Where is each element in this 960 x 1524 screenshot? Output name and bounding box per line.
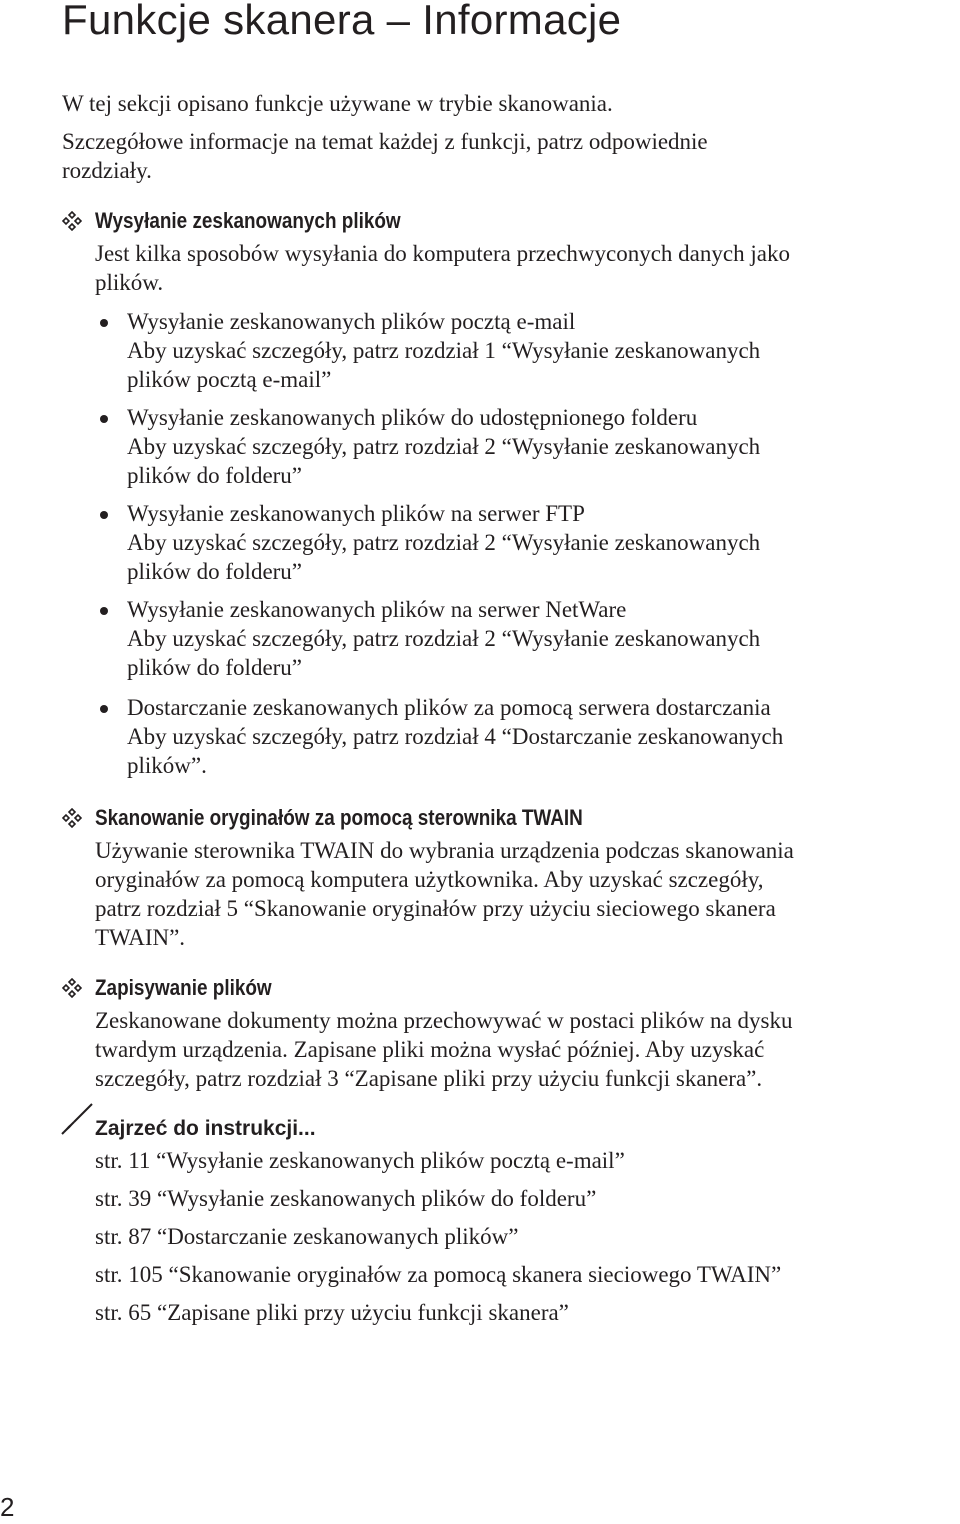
list-item-text: Aby uzyskać szczegóły, patrz rozdział 2 “Wysyłanie zeskanowanych [127,434,761,459]
reference-heading: Zajrzeć do instrukcji... [95,1117,316,1140]
list-item-text: plików pocztą e-mail” [127,367,332,392]
list-item-title: Wysyłanie zeskanowanych plików do udostępnionego folderu [127,405,698,430]
section-text-line: plików. [95,270,164,295]
list-item-text: Aby uzyskać szczegóły, patrz rozdział 2 “Wysyłanie zeskanowanych [127,626,761,651]
list-item-text: plików”. [127,753,207,778]
page-title: Funkcje skanera – Informacje [62,0,622,43]
section-text-line: szczegóły, patrz rozdział 3 “Zapisane pliki przy użyciu funkcji skanera”. [95,1066,763,1091]
page-number: 2 [0,1492,15,1522]
section-text-line: patrz rozdział 5 “Skanowanie oryginałów przy użyciu sieciowego skanera [95,896,776,921]
section-text-line: TWAIN”. [95,925,186,950]
bullet-icon [100,319,108,327]
bullet-icon [100,511,108,519]
section-text-line: twardym urządzenia. Zapisane pliki można wysłać później. Aby uzyskać [95,1037,765,1062]
section-text-line: oryginałów za pomocą komputera użytkownika. Aby uzyskać szczegóły, [95,867,764,892]
list-item-title: Wysyłanie zeskanowanych plików na serwer NetWare [127,597,627,622]
list-item-title: Wysyłanie zeskanowanych plików pocztą e-mail [127,309,576,334]
reference-item[interactable]: str. 105 “Skanowanie oryginałów za pomocą skanera sieciowego TWAIN” [95,1262,782,1287]
reference-item[interactable]: str. 39 “Wysyłanie zeskanowanych plików do folderu” [95,1186,597,1211]
section-heading: Zapisywanie plików [95,975,272,1000]
list-item-title: Wysyłanie zeskanowanych plików na serwer FTP [127,501,585,526]
list-item-text: plików do folderu” [127,655,303,680]
list-item-text: Aby uzyskać szczegóły, patrz rozdział 2 “Wysyłanie zeskanowanych [127,530,761,555]
section-text-line: Używanie sterownika TWAIN do wybrania urządzenia podczas skanowania [95,838,794,863]
list-item-text: Aby uzyskać szczegóły, patrz rozdział 4 “Dostarczanie zeskanowanych [127,724,784,749]
pen-nib-icon [60,1102,94,1136]
diamond-bullet-icon [62,211,82,231]
reference-item[interactable]: str. 87 “Dostarczanie zeskanowanych plików” [95,1224,519,1249]
reference-item[interactable]: str. 65 “Zapisane pliki przy użyciu funkcji skanera” [95,1300,569,1325]
section-text-line: Zeskanowane dokumenty można przechowywać w postaci plików na dysku [95,1008,793,1033]
diamond-bullet-icon [62,808,82,828]
list-item-text: plików do folderu” [127,463,303,488]
diamond-bullet-icon [62,978,82,998]
intro-line: Szczegółowe informacje na temat każdej z funkcji, patrz odpowiednie [62,129,708,154]
list-item-text: Aby uzyskać szczegóły, patrz rozdział 1 “Wysyłanie zeskanowanych [127,338,761,363]
bullet-icon [100,607,108,615]
reference-item[interactable]: str. 11 “Wysyłanie zeskanowanych plików pocztą e-mail” [95,1148,625,1173]
bullet-icon [100,705,108,713]
intro-line: W tej sekcji opisano funkcje używane w trybie skanowania. [62,91,613,116]
bullet-icon [100,415,108,423]
section-text-line: Jest kilka sposobów wysyłania do komputera przechwyconych danych jako [95,241,790,266]
section-heading: Skanowanie oryginałów za pomocą sterownika TWAIN [95,805,583,830]
list-item-text: plików do folderu” [127,559,303,584]
section-heading: Wysyłanie zeskanowanych plików [95,208,401,233]
intro-line: rozdziały. [62,158,152,183]
list-item-title: Dostarczanie zeskanowanych plików za pomocą serwera dostarczania [127,695,771,720]
